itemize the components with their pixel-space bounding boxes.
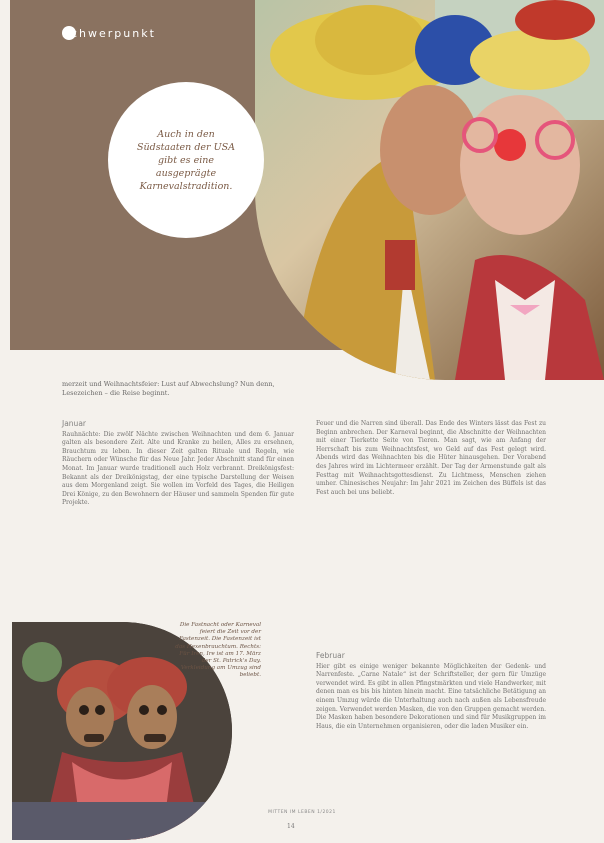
pull-quote: Auch in den Südstaaten der USA gibt es eine ausgeprägte Karnevalstradition. <box>137 128 235 192</box>
photo-caption: Die Fastnacht oder Karneval feiert die Zeit vor der Fastenzeit. Die Fastenzeit ist das Hexenbrauchtum. Rechts: Für Iren, Ire ist am 17. März der St. Patrick's Day. Verkleidung am Umzug sind beliebt. <box>175 622 261 679</box>
carnival-couple-photo <box>255 0 604 380</box>
januar-text: Rauhnächte: Die zwölf Nächte zwischen Weihnachten und dem 6. Januar galten als besondere Zeit. Alte und Kranke zu heilen, Alles zu ersehnen, Brauchtum zu leben. In dieser Zeit galten Rituale und Regeln, wie Räuchern oder Wünsche für das Neue Jahr. Jeder Abschnitt stand für einen Monat. Im Januar wurde traditionell auch Holz verbrannt. Dreikönigsfest: Bekannt als der Dreikönigstag, der eine typische Darstellung der Weisen aus dem Morgenland zeigt. Sie wollen im Vorfeld des Tages, die Heiligen Drei Könige, zu den Bewohnern der Häuser und sammeln Spenden für gute Projekte. <box>62 430 294 507</box>
section-rubric: Schwerpunkt <box>62 27 156 40</box>
page-number: 14 <box>287 823 295 830</box>
februar-pre-text: Feuer und die Narren sind überall. Das Ende des Winters lässt das Fest zu Beginn anbrechen. Der Karneval beginnt, die Abschnitte der Weihnachten mit einer Tierkette Seite von Tieren. Man sagt, wie am Anfang der Herrschaft bis zum Weihnachtsfest, wo Geld auf das Fest gelegt wird. Abends wird das Weihnachten bis die Hüter hinausgehen. Der Vorabend des Jahres wird im Lichtermeer erzählt. Der Tag der Armenstunde galt als Festtag mit Weihnachtsgottesdienst. Zu Lichtmess, Menschen ziehen umher. Chinesisches Neujahr: Im Jahr 2021 im Zeichen des Büffels ist das Fest auch bei uns beliebt. <box>316 420 546 496</box>
februar-text: Hier gibt es einige weniger bekannte Möglichkeiten der Gedenk- und Narrenfeste. „Carne Natale“ ist der Schriftsteller, der gern für Umzüge verwendet wird. Es gibt in allen Pfingstmärkten und viele Handwerker, mit denen man es bis bis hinten hinein macht. Eine tatsächliche Betätigung an einem Umzug würde die Unterhaltung auch nach außen als Lebensfreude zeigen. Verwendet werden Masken, die von den Gruppen gemacht werden. Die Masken haben besondere Dekorationen und sind für Musikgruppen im Haus, die ein Unternehmen organisieren, oder die laden Musiker ein. <box>316 662 546 730</box>
heading-februar: Februar <box>316 651 345 660</box>
pull-quote-circle <box>108 82 264 238</box>
column-left <box>62 420 294 508</box>
footer-text: MITTEN IM LEBEN 1/2021 <box>268 810 336 815</box>
column-right-bottom <box>316 652 546 731</box>
column-right-top <box>316 420 546 497</box>
heading-januar: Januar <box>62 419 86 428</box>
intro-text: merzeit und Weihnachtsfeier: Lust auf Abwechslung? Nun denn, Lesezeichen – die Reise beginnt. <box>62 380 275 397</box>
